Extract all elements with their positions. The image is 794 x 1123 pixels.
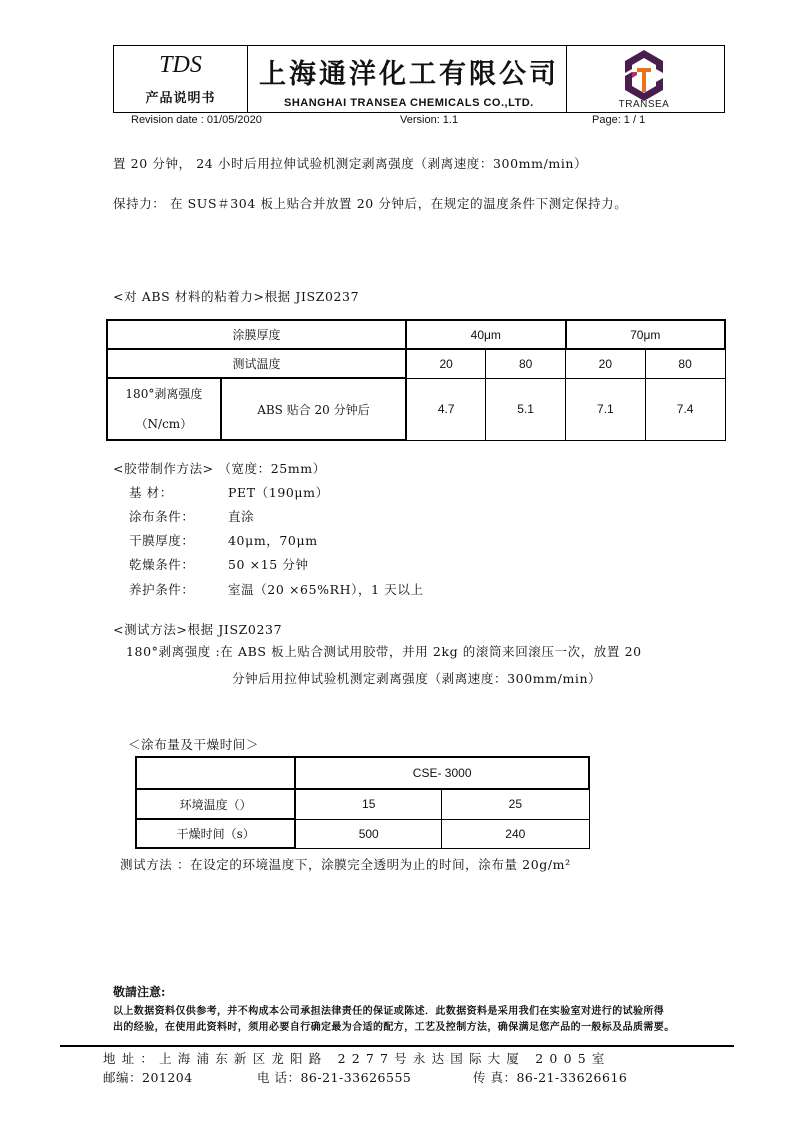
- tds-title: TDS: [159, 52, 202, 78]
- value-cell: 7.1: [566, 378, 646, 440]
- page-number: Page: 1 / 1: [592, 114, 646, 126]
- ambient-temp-value: 25: [442, 789, 589, 819]
- value-cell: 5.1: [486, 378, 566, 440]
- dry-time-value: 240: [442, 819, 589, 848]
- thickness-label: 涂膜厚度: [107, 320, 406, 349]
- abs-section-title: <对 ABS 材料的粘着力>根据 JISZ0237: [113, 289, 360, 304]
- footer-fax: 传 真：86-21-33626616: [473, 1070, 628, 1085]
- peel-strength-label: [107, 378, 221, 440]
- footer-address: 地址：上海浦东新区龙阳路 2277号永达国际大厦 2005室: [103, 1051, 611, 1066]
- test-method-title: <测试方法>根据 JISZ0237: [113, 622, 283, 637]
- document-header: [113, 45, 725, 113]
- tape-label: 养护条件：: [129, 582, 195, 597]
- company-name-cn: 上海通洋化工有限公司: [259, 59, 559, 90]
- value-cell: 4.7: [406, 378, 486, 440]
- abs-adhesion-table: [106, 319, 726, 441]
- tape-label: 基 材：: [129, 485, 173, 500]
- footer-postcode: 邮编：201204: [103, 1070, 193, 1085]
- coating-blank-cell: [136, 757, 295, 789]
- ambient-temp-value: 15: [295, 789, 441, 819]
- tape-label: 涂布条件：: [129, 509, 195, 524]
- coating-product: CSE- 3000: [295, 757, 589, 789]
- peel-strength-label-line1: 180°剥离强度: [125, 387, 203, 401]
- notice-line-1: 以上数据资料仅供参考，并不构成本公司承担法律责任的保证或陈述．此数据资料是采用我们在实验室对进行的试验所得: [113, 1006, 665, 1017]
- tape-label: 乾燥条件：: [129, 557, 195, 572]
- tds-subtitle: 产品说明书: [145, 91, 216, 106]
- test-method-line-1: 180°剥离强度 :在 ABS 板上贴合测试用胶带，并用 2kg 的滚筒来回滚压一次，放置 20: [126, 644, 642, 659]
- company-name-en: SHANGHAI TRANSEA CHEMICALS CO.,LTD.: [284, 97, 534, 109]
- dry-time-value: 500: [295, 819, 441, 848]
- temperature-label: 测试温度: [107, 349, 406, 378]
- thickness-b: 70μm: [566, 320, 726, 349]
- temp-cell: 80: [645, 349, 725, 378]
- tape-value: 40μm，70μm: [228, 533, 318, 548]
- version: Version: 1.1: [400, 114, 459, 126]
- test-method-line-2: 分钟后用拉伸试验机测定剥离强度（剥离速度：300mm/min）: [232, 671, 602, 686]
- thickness-a: 40μm: [406, 320, 565, 349]
- intro-line-1: 置 20 分钟， 24 小时后用拉伸试验机测定剥离强度（剥离速度：300mm/min）: [113, 156, 588, 171]
- tape-value: PET（190μm）: [228, 485, 329, 500]
- coating-test-method: 测试方法 ：在设定的环境温度下，涂膜完全透明为止的时间，涂布量 20g/m²: [120, 857, 571, 872]
- temp-cell: 20: [566, 349, 646, 378]
- notice-title: 敬請注意:: [113, 985, 166, 999]
- tape-label: 干膜厚度：: [129, 533, 195, 548]
- tape-value: 室温（20 ×65%RH），1 天以上: [228, 582, 424, 597]
- temp-cell: 20: [406, 349, 486, 378]
- notice-line-2: 出的经验，在使用此资料时，须用必要自行确定最为合适的配方，工艺及控制方法，确保满足您产品的一般标及品质需要。: [113, 1022, 675, 1033]
- peel-condition: ABS 贴合 20 分钟后: [221, 378, 406, 440]
- intro-line-2: 保持力： 在 SUS＃304 板上贴合并放置 20 分钟后，在规定的温度条件下测定保持力。: [113, 196, 628, 211]
- coating-title: ＜涂布量及干燥时间＞: [128, 737, 260, 752]
- dry-time-label: 干燥时间（s）: [136, 819, 295, 848]
- peel-strength-unit: （N/cm）: [135, 417, 193, 431]
- ambient-temp-label: 环境温度（）: [136, 789, 295, 819]
- footer-divider: [60, 1045, 734, 1047]
- value-cell: 7.4: [645, 378, 725, 440]
- tape-value: 直涂: [228, 509, 255, 524]
- footer-phone: 电 话：86-21-33626555: [257, 1070, 412, 1085]
- logo-text: TRANSEA: [618, 99, 670, 110]
- temp-cell: 80: [486, 349, 566, 378]
- coating-table: [135, 756, 590, 849]
- tape-value: 50 ×15 分钟: [228, 557, 309, 572]
- revision-date: Revision date : 01/05/2020: [131, 114, 262, 126]
- tape-method-title: <胶带制作方法> （宽度：25mm）: [113, 461, 326, 476]
